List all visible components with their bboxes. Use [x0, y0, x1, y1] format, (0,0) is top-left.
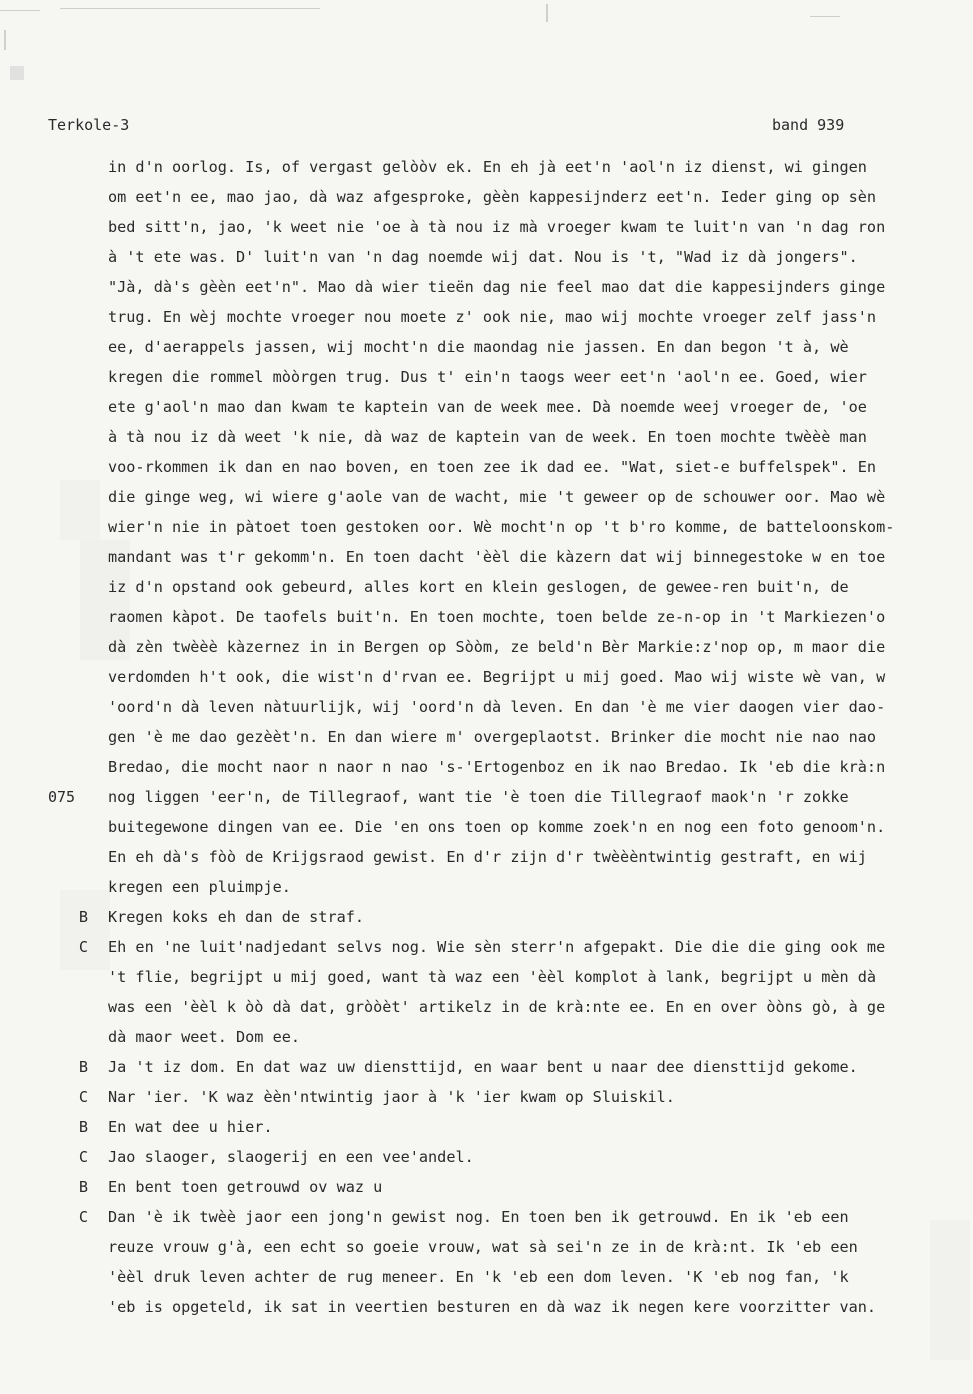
transcript-line: [0, 605, 973, 629]
transcript-line: [0, 155, 973, 179]
transcript-line: [0, 875, 973, 899]
line-text: dà zèn twèèè kàzernez in in Bergen op Sòòm, ze beld'n Bèr Markie:z'nop op, m maor die: [108, 638, 886, 656]
line-text: Kregen koks eh dan de straf.: [108, 908, 365, 926]
line-text: mandant was t'r gekomm'n. En toen dacht 'èèl die kàzern dat wij binnegestoke w en toe: [108, 548, 886, 566]
transcript-line: [0, 965, 973, 989]
transcript-line: [0, 815, 973, 839]
line-text: En bent toen getrouwd ov waz u: [108, 1178, 383, 1196]
transcript-line: [0, 995, 973, 1019]
speaker-label: C: [78, 1088, 88, 1106]
transcript-line: [0, 215, 973, 239]
transcript-line: [0, 365, 973, 389]
line-text: 'oord'n dà leven nàtuurlijk, wij 'oord'n dà leven. En dan 'è me vier daogen vier dao-: [108, 698, 886, 716]
line-text: 't flie, begrijpt u mij goed, want tà waz een 'èèl komplot à lank, begrijpt u mèn dà: [108, 968, 877, 986]
line-text: 'èèl druk leven achter de rug meneer. En 'k 'eb een dom leven. 'K 'eb nog fan, 'k: [108, 1268, 849, 1286]
line-text: was een 'èèl k òò dà dat, gròòèt' artikelz in de krà:nte ee. En en over òòns gò, à ge: [108, 998, 886, 1016]
line-text: iz d'n opstand ook gebeurd, alles kort en klein geslogen, de gewee-ren buit'n, de: [108, 578, 849, 596]
transcript-line: [0, 905, 973, 929]
line-text: à tà nou iz dà weet 'k nie, dà waz de kaptein van de week. En toen mochte twèèè man: [108, 428, 867, 446]
line-text: om eet'n ee, mao jao, dà waz afgesproke, gèèn kappesijnderz eet'n. Ieder ging op sèn: [108, 188, 877, 206]
transcript-line: [0, 455, 973, 479]
transcript-line: [0, 545, 973, 569]
transcript-line: [0, 785, 973, 809]
transcript-line: [0, 1175, 973, 1199]
line-text: bed sitt'n, jao, 'k weet nie 'oe à tà nou iz mà vroeger kwam te luit'n van 'n dag ron: [108, 218, 886, 236]
line-text: "Jà, dà's gèèn eet'n". Mao dà wier tieën dag nie feel mao dat die kappesijnders ginge: [108, 278, 886, 296]
transcript-line: [0, 1265, 973, 1289]
line-text: buitegewone dingen van ee. Die 'en ons toen op komme zoek'n en nog een foto genoom'n.: [108, 818, 886, 836]
transcript-line: [0, 1085, 973, 1109]
transcript-line: [0, 1295, 973, 1319]
line-text: Eh en 'ne luit'nadjedant selvs nog. Wie sèn sterr'n afgepakt. Die die die ging ook me: [108, 938, 886, 956]
line-text: Ja 't iz dom. En dat waz uw diensttijd, en waar bent u naar dee diensttijd gekome.: [108, 1058, 858, 1076]
line-text: En eh dà's fòò de Krijgsraod gewist. En d'r zijn d'r twèèèntwintig gestraft, en wij: [108, 848, 867, 866]
line-text: Jao slaoger, slaogerij en een vee'andel.: [108, 1148, 474, 1166]
line-number: 075: [48, 788, 76, 806]
transcript-line: [0, 695, 973, 719]
transcript-line: [0, 305, 973, 329]
transcript-line: [0, 665, 973, 689]
transcript-line: [0, 245, 973, 269]
line-text: in d'n oorlog. Is, of vergast gelòòv ek. En eh jà eet'n 'aol'n iz dienst, wi gingen: [108, 158, 867, 176]
speaker-label: B: [78, 1118, 88, 1136]
speaker-label: C: [78, 938, 88, 956]
transcript-line: [0, 935, 973, 959]
transcript-line: [0, 1205, 973, 1229]
speaker-label: C: [78, 1148, 88, 1166]
transcript-line: [0, 755, 973, 779]
transcript-line: [0, 515, 973, 539]
doc-header-left: Terkole-3: [48, 116, 130, 134]
line-text: Nar 'ier. 'K waz èèn'ntwintig jaor à 'k 'ier kwam op Sluiskil.: [108, 1088, 675, 1106]
line-text: dà maor weet. Dom ee.: [108, 1028, 301, 1046]
transcript-line: [0, 845, 973, 869]
speaker-label: B: [78, 1058, 88, 1076]
transcript-line: [0, 395, 973, 419]
speaker-label: B: [78, 1178, 88, 1196]
transcript-line: [0, 485, 973, 509]
line-text: ee, d'aerappels jassen, wij mocht'n die maondag nie jassen. En dan begon 't à, wè: [108, 338, 849, 356]
line-text: gen 'è me dao gezèèt'n. En dan wiere m' overgeplaotst. Brinker die mocht nie nao nao: [108, 728, 877, 746]
line-text: wier'n nie in pàtoet toen gestoken oor. Wè mocht'n op 't b'ro komme, de batteloonskom-: [108, 518, 895, 536]
transcript-line: [0, 575, 973, 599]
transcript-line: [0, 725, 973, 749]
transcript-line: [0, 185, 973, 209]
transcript-line: [0, 1055, 973, 1079]
transcript-line: [0, 275, 973, 299]
transcript-line: [0, 1025, 973, 1049]
speaker-label: B: [78, 908, 88, 926]
line-text: En wat dee u hier.: [108, 1118, 273, 1136]
line-text: kregen die rommel mòòrgen trug. Dus t' ein'n taogs weer eet'n 'aol'n ee. Goed, wier: [108, 368, 867, 386]
doc-header-right: band 939: [772, 116, 845, 134]
transcript-line: [0, 425, 973, 449]
line-text: nog liggen 'eer'n, de Tillegraof, want tie 'è toen die Tillegraof maok'n 'r zokke: [108, 788, 849, 806]
line-text: Dan 'è ik twèè jaor een jong'n gewist nog. En toen ben ik getrouwd. En ik 'eb een: [108, 1208, 849, 1226]
transcript-line: [0, 1235, 973, 1259]
transcript-line: [0, 335, 973, 359]
line-text: Bredao, die mocht naor n naor n nao 's-'Ertogenboz en ik nao Bredao. Ik 'eb die krà:n: [108, 758, 886, 776]
line-text: à 't ete was. D' luit'n van 'n dag noemde wij dat. Nou is 't, "Wad iz dà jongers".: [108, 248, 858, 266]
line-text: kregen een pluimpje.: [108, 878, 291, 896]
line-text: voo-rkommen ik dan en nao boven, en toen zee ik dad ee. "Wat, siet-e buffelspek". En: [108, 458, 877, 476]
line-text: trug. En wèj mochte vroeger nou moete z' ook nie, mao wij mochte vroeger zelf jass'n: [108, 308, 877, 326]
transcript-line: [0, 635, 973, 659]
line-text: raomen kàpot. De taofels buit'n. En toen mochte, toen belde ze-n-op in 't Markiezen'o: [108, 608, 886, 626]
line-text: die ginge weg, wi wiere g'aole van de wacht, mie 't geweer op de schouwer oor. Mao wè: [108, 488, 886, 506]
transcript-line: [0, 1115, 973, 1139]
line-text: reuze vrouw g'à, een echt so goeie vrouw, wat sà sei'n ze in de krà:nt. Ik 'eb een: [108, 1238, 858, 1256]
line-text: verdomden h't ook, die wist'n d'rvan ee. Begrijpt u mij goed. Mao wij wiste wè van, w: [108, 668, 886, 686]
transcript-line: [0, 1145, 973, 1169]
speaker-label: C: [78, 1208, 88, 1226]
line-text: 'eb is opgeteld, ik sat in veertien besturen en dà waz ik negen kere voorzitter van.: [108, 1298, 877, 1316]
line-text: ete g'aol'n mao dan kwam te kaptein van de week mee. Dà noemde weej vroeger de, 'oe: [108, 398, 867, 416]
